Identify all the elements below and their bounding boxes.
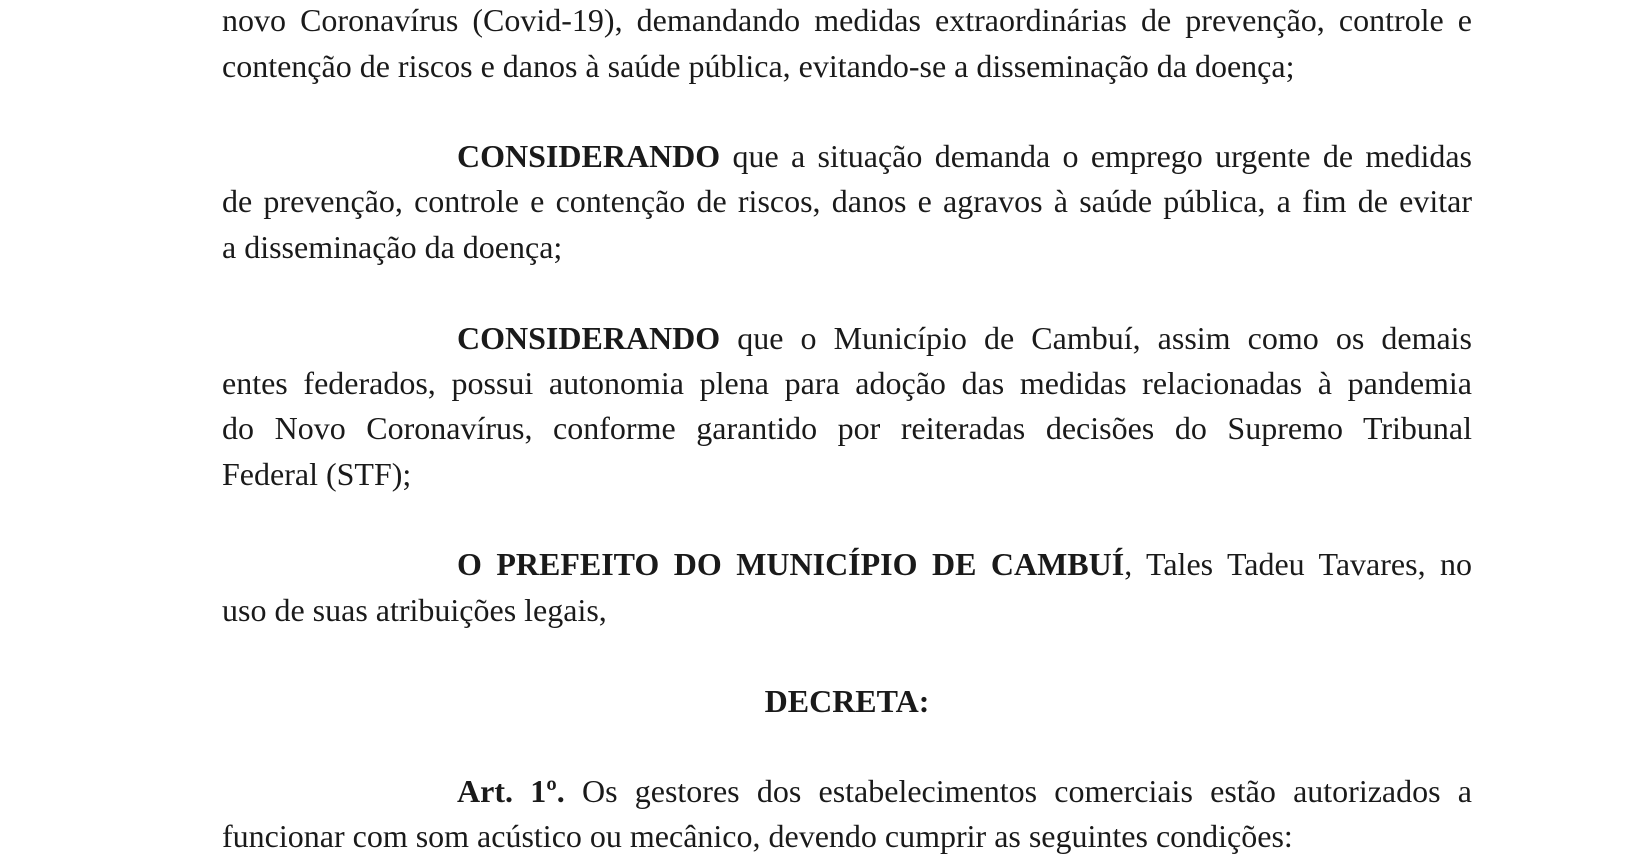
paragraph-line: funcionar com som acústico ou mecânico, devendo cumprir as seguintes condições: xyxy=(222,818,1293,854)
considerando-paragraph-1-line xyxy=(457,136,1472,176)
paragraph-line: contenção de riscos e danos à saúde pública, evitando-se a disseminação da doença; xyxy=(222,48,1295,84)
paragraph-text: que a situação demanda o emprego urgente de medidas xyxy=(720,138,1472,174)
paragraph-line: do Novo Coronavírus, conforme garantido por reiteradas decisões do Supremo Tribunal xyxy=(222,410,1472,446)
paragraph-text: Os gestores dos estabelecimentos comerciais estão autorizados a xyxy=(564,773,1472,809)
paragraph-line: uso de suas atribuições legais, xyxy=(222,592,607,628)
prefeito-paragraph-line xyxy=(457,544,1472,584)
considerando-paragraph-2-line xyxy=(457,318,1472,358)
paragraph-line: novo Coronavírus (Covid-19), demandando medidas extraordinárias de prevenção, controle e xyxy=(222,2,1472,38)
prefeito-heading: O PREFEITO DO MUNICÍPIO DE CAMBUÍ xyxy=(457,546,1125,582)
decreta-heading: DECRETA: xyxy=(764,683,930,719)
paragraph-line: a disseminação da doença; xyxy=(222,229,563,265)
article-number: Art. 1º. xyxy=(457,773,565,809)
paragraph-text: , Tales Tadeu Tavares, no xyxy=(1124,546,1473,582)
paragraph-text: que o Município de Cambuí, assim como os demais xyxy=(720,320,1472,356)
paragraph-line: entes federados, possui autonomia plena para adoção das medidas relacionadas à pandemia xyxy=(222,365,1472,401)
decreta-heading-line xyxy=(222,681,1472,721)
paragraph-line: de prevenção, controle e contenção de riscos, danos e agravos à saúde pública, a fim de evitar xyxy=(222,183,1472,219)
considerando-heading: CONSIDERANDO xyxy=(457,320,721,356)
article-1-line xyxy=(457,771,1472,811)
paragraph-line: Federal (STF); xyxy=(222,456,412,492)
considerando-heading: CONSIDERANDO xyxy=(457,138,721,174)
